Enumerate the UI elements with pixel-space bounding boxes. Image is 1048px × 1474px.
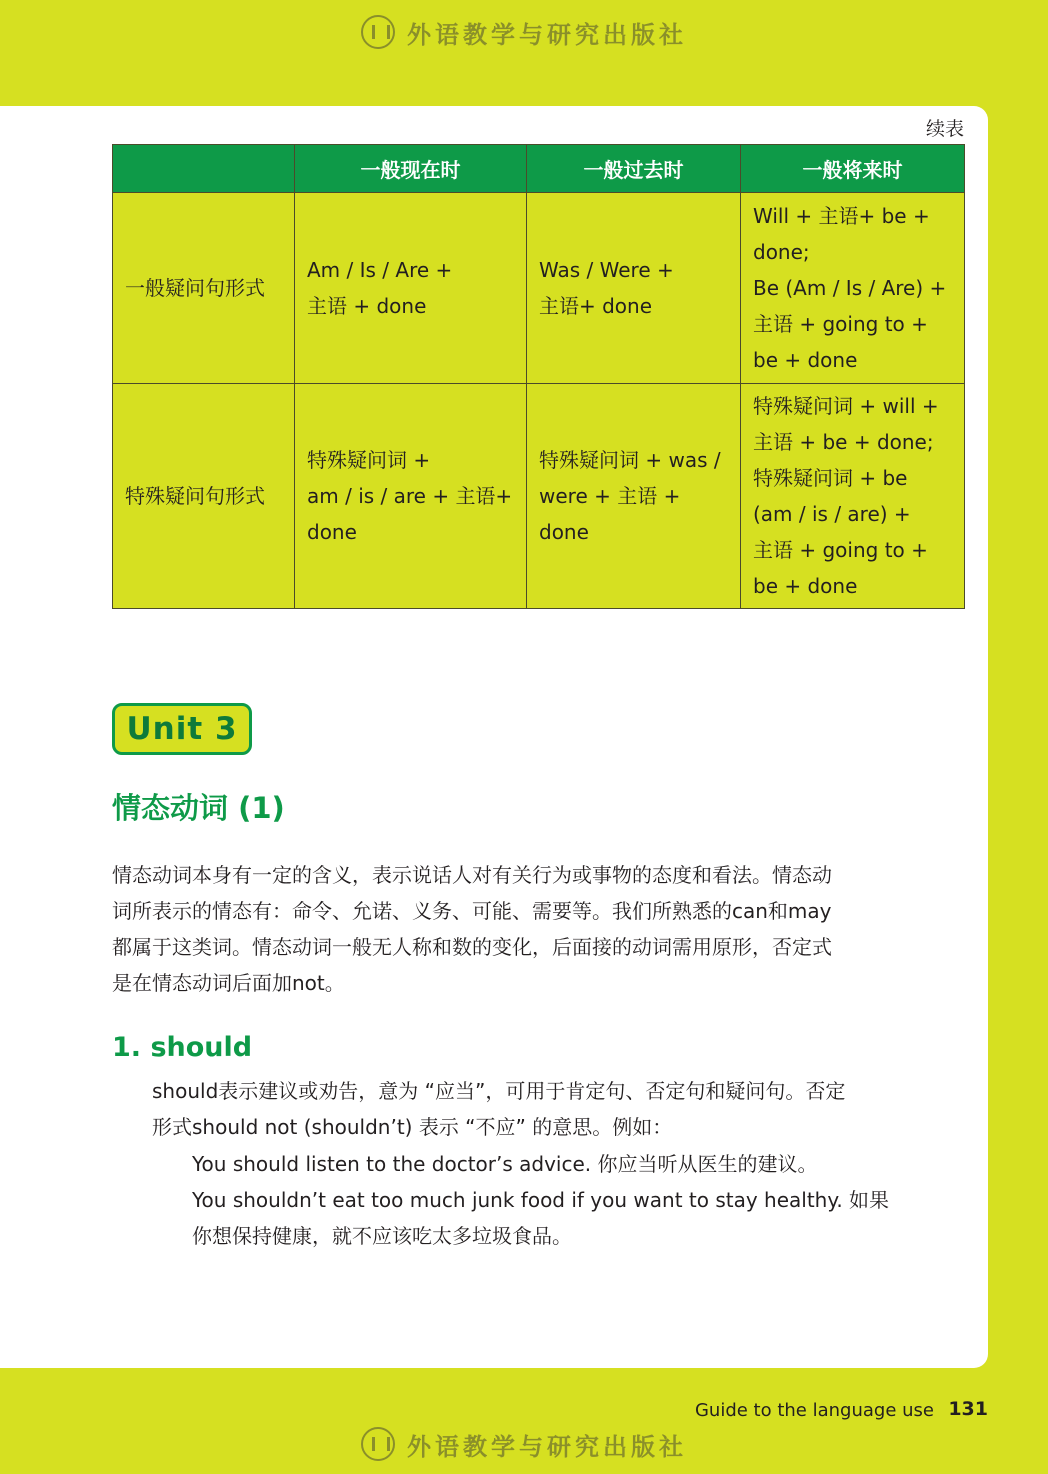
should-description — [152, 1073, 904, 1145]
continued-label: 续表 — [925, 118, 964, 140]
publisher-logo-icon — [361, 1427, 395, 1461]
cell-line: Was / Were + — [539, 258, 674, 282]
cell-line: 特殊疑问词 + was / — [539, 448, 721, 472]
tense-table — [112, 144, 965, 609]
table-row — [113, 384, 965, 609]
intro-line: 词所表示的情态有：命令、允诺、义务、可能、需要等。我们所熟悉的can和may — [112, 899, 832, 923]
cell-line: Be (Am / Is / Are) + — [753, 276, 947, 300]
row-label: 特殊疑问句形式 — [113, 384, 295, 609]
cell-line: done — [307, 520, 357, 544]
cell-line: done; — [753, 240, 810, 264]
intro-paragraph — [112, 857, 902, 1001]
cell-future — [741, 384, 965, 609]
footer-guide-label: Guide to the language use — [694, 1400, 934, 1421]
example-sentence: You should listen to the doctor’s advice. 你应当听从医生的建议。 — [192, 1152, 818, 1176]
cell-line: (am / is / are) + — [753, 502, 911, 526]
publisher-name: 外语教学与研究出版社 — [407, 20, 687, 49]
cell-line: 特殊疑问词 + will + — [753, 394, 939, 418]
subsection-title: 1. should — [112, 1032, 253, 1063]
intro-line: 是在情态动词后面加not。 — [112, 971, 345, 995]
desc-line: should表示建议或劝告，意为 “应当”，可用于肯定句、否定句和疑问句。否定 — [152, 1079, 846, 1103]
cell-line: Will + 主语+ be + — [753, 204, 930, 228]
table-row — [113, 193, 965, 384]
publisher-logo-icon — [361, 15, 395, 49]
header-empty — [113, 145, 295, 193]
cell-line: am / is / are + 主语+ — [307, 484, 513, 508]
intro-line: 情态动词本身有一定的含义，表示说话人对有关行为或事物的态度和看法。情态动 — [112, 863, 832, 887]
cell-present — [295, 193, 527, 384]
page-number: 131 — [948, 1398, 988, 1420]
unit-badge: Unit 3 — [112, 703, 252, 755]
cell-line: 主语 + be + done; — [753, 430, 934, 454]
publisher-header — [0, 12, 1048, 52]
header-simple-future: 一般将来时 — [741, 145, 965, 193]
cell-line: 特殊疑问词 + — [307, 448, 431, 472]
row-label: 一般疑问句形式 — [113, 193, 295, 384]
cell-line: 主语+ done — [539, 294, 653, 318]
intro-line: 都属于这类词。情态动词一般无人称和数的变化，后面接的动词需用原形，否定式 — [112, 935, 832, 959]
cell-line: Am / Is / Are + — [307, 258, 453, 282]
publisher-name: 外语教学与研究出版社 — [407, 1432, 687, 1461]
cell-line: 主语 + going to + — [753, 312, 928, 336]
cell-line: 主语 + going to + — [753, 538, 928, 562]
example-sentence: You shouldn’t eat too much junk food if you want to stay healthy. 如果你想保持健康，就不应该吃太多垃圾食品。 — [192, 1188, 890, 1248]
table-header-row — [113, 145, 965, 193]
cell-past — [527, 193, 741, 384]
cell-past — [527, 384, 741, 609]
header-simple-past: 一般过去时 — [527, 145, 741, 193]
desc-line: 形式should not (shouldn’t) 表示 “不应” 的意思。例如： — [152, 1115, 673, 1139]
publisher-footer — [0, 1424, 1048, 1464]
cell-line: be + done — [753, 574, 858, 598]
cell-line: 特殊疑问词 + be — [753, 466, 908, 490]
header-simple-present: 一般现在时 — [295, 145, 527, 193]
cell-future — [741, 193, 965, 384]
cell-line: 主语 + done — [307, 294, 427, 318]
cell-line: be + done — [753, 348, 858, 372]
section-title: 情态动词 (1) — [112, 791, 285, 825]
cell-present — [295, 384, 527, 609]
cell-line: were + 主语 + done — [539, 484, 681, 544]
